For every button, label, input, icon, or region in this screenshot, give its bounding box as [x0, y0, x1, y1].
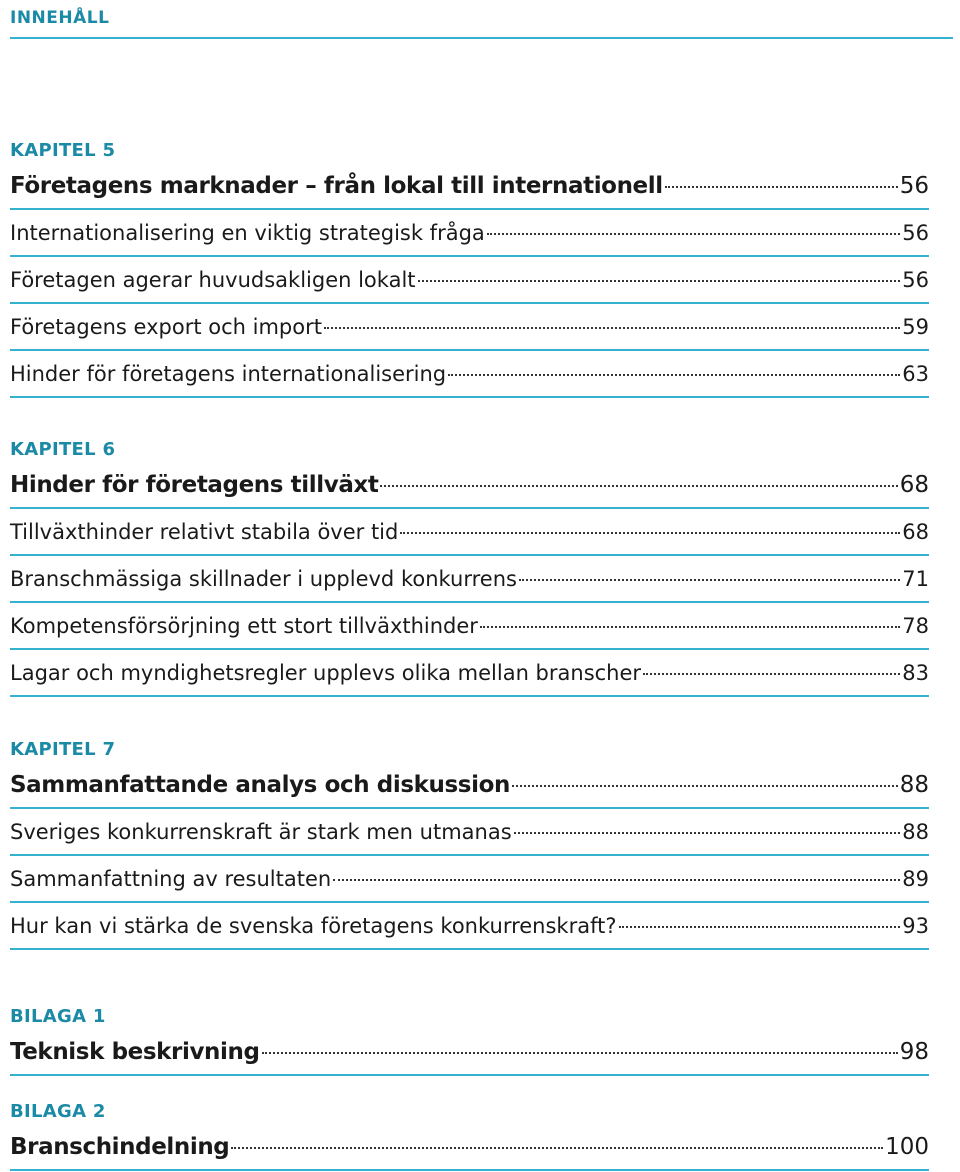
page-number: 88: [899, 772, 929, 798]
toc-entry[interactable]: [10, 211, 929, 258]
entry-divider: [10, 255, 929, 257]
page-number: 88: [902, 820, 929, 844]
entry-title: Tillväxthinder relativt stabila över tid: [10, 520, 399, 544]
entry-divider: [10, 507, 929, 509]
dot-leader: [643, 673, 900, 675]
entry-divider: [10, 302, 929, 304]
page-number: 100: [885, 1134, 929, 1160]
entry-title: Kompetensförsörjning ett stort tillväxthinder: [10, 614, 478, 638]
toc-entry[interactable]: [10, 557, 929, 604]
toc-chapter-entry[interactable]: [10, 164, 929, 211]
toc-chapter-entry[interactable]: [10, 463, 929, 510]
toc-section-bilaga-1: [10, 1004, 929, 1077]
page-number: 98: [899, 1039, 929, 1065]
dot-leader: [480, 626, 900, 628]
page-number: 56: [902, 221, 929, 245]
toc-entry[interactable]: [10, 258, 929, 305]
dot-leader: [487, 233, 900, 235]
section-label: BILAGA 2: [10, 1101, 106, 1122]
entry-divider: [10, 554, 929, 556]
entry-divider: [10, 695, 929, 697]
chapter-title: Företagens marknader – från lokal till internationell: [10, 173, 663, 199]
dot-leader: [400, 532, 900, 534]
page-number: 68: [899, 472, 929, 498]
entry-divider: [10, 349, 929, 351]
chapter-title: Teknisk beskrivning: [10, 1039, 260, 1065]
page-number: 56: [899, 173, 929, 199]
entry-divider: [10, 807, 929, 809]
entry-title: Internationalisering en viktig strategisk fråga: [10, 221, 485, 245]
toc-entry[interactable]: [10, 904, 929, 951]
toc-section-kapitel-6: [10, 437, 929, 698]
dot-leader: [665, 186, 898, 188]
header-divider: [10, 37, 953, 39]
toc-entry[interactable]: [10, 857, 929, 904]
entry-divider: [10, 948, 929, 950]
entry-title: Hinder för företagens internationalisering: [10, 362, 447, 386]
dot-leader: [448, 374, 900, 376]
entry-title: Sveriges konkurrenskraft är stark men utmanas: [10, 820, 512, 844]
toc-chapter-entry[interactable]: [10, 763, 929, 810]
toc-entry[interactable]: [10, 510, 929, 557]
toc-entry[interactable]: [10, 651, 929, 698]
page-number: 83: [902, 661, 929, 685]
page-number: 78: [902, 614, 929, 638]
section-label: BILAGA 1: [10, 1006, 106, 1027]
dot-leader: [418, 280, 901, 282]
dot-leader: [514, 832, 901, 834]
entry-divider: [10, 601, 929, 603]
dot-leader: [262, 1052, 898, 1054]
entry-title: Branschmässiga skillnader i upplevd konkurrens: [10, 567, 517, 591]
chapter-title: Hinder för företagens tillväxt: [10, 472, 379, 498]
entry-title: Företagens export och import: [10, 315, 322, 339]
entry-divider: [10, 396, 929, 398]
toc-section-kapitel-7: [10, 737, 929, 951]
dot-leader: [512, 785, 898, 787]
page-number: 71: [902, 567, 929, 591]
page-number: 59: [902, 315, 929, 339]
toc-section-bilaga-2: [10, 1099, 929, 1172]
toc-entry[interactable]: [10, 604, 929, 651]
entry-divider: [10, 854, 929, 856]
dot-leader: [324, 327, 900, 329]
toc-section-kapitel-5: [10, 138, 929, 399]
dot-leader: [619, 926, 901, 928]
toc-entry[interactable]: [10, 352, 929, 399]
section-label: KAPITEL 7: [10, 739, 116, 760]
toc-chapter-entry[interactable]: [10, 1125, 929, 1172]
dot-leader: [231, 1147, 883, 1149]
toc-header: INNEHÅLL: [10, 8, 110, 28]
dot-leader: [380, 485, 897, 487]
dot-leader: [333, 879, 900, 881]
entry-divider: [10, 208, 929, 210]
page-number: 68: [902, 520, 929, 544]
page-number: 93: [902, 914, 929, 938]
page-number: 56: [902, 268, 929, 292]
entry-title: Sammanfattning av resultaten: [10, 867, 332, 891]
entry-title: Hur kan vi stärka de svenska företagens konkurrenskraft?: [10, 914, 617, 938]
entry-divider: [10, 1074, 929, 1076]
entry-title: Företagen agerar huvudsakligen lokalt: [10, 268, 416, 292]
section-label: KAPITEL 6: [10, 439, 116, 460]
dot-leader: [519, 579, 900, 581]
chapter-title: Branschindelning: [10, 1134, 230, 1160]
entry-divider: [10, 648, 929, 650]
toc-entry[interactable]: [10, 810, 929, 857]
page-number: 63: [902, 362, 929, 386]
entry-divider: [10, 901, 929, 903]
entry-divider: [10, 1169, 929, 1171]
toc-chapter-entry[interactable]: [10, 1030, 929, 1077]
toc-entry[interactable]: [10, 305, 929, 352]
chapter-title: Sammanfattande analys och diskussion: [10, 772, 510, 798]
entry-title: Lagar och myndighetsregler upplevs olika mellan branscher: [10, 661, 642, 685]
section-label: KAPITEL 5: [10, 140, 116, 161]
page-number: 89: [902, 867, 929, 891]
